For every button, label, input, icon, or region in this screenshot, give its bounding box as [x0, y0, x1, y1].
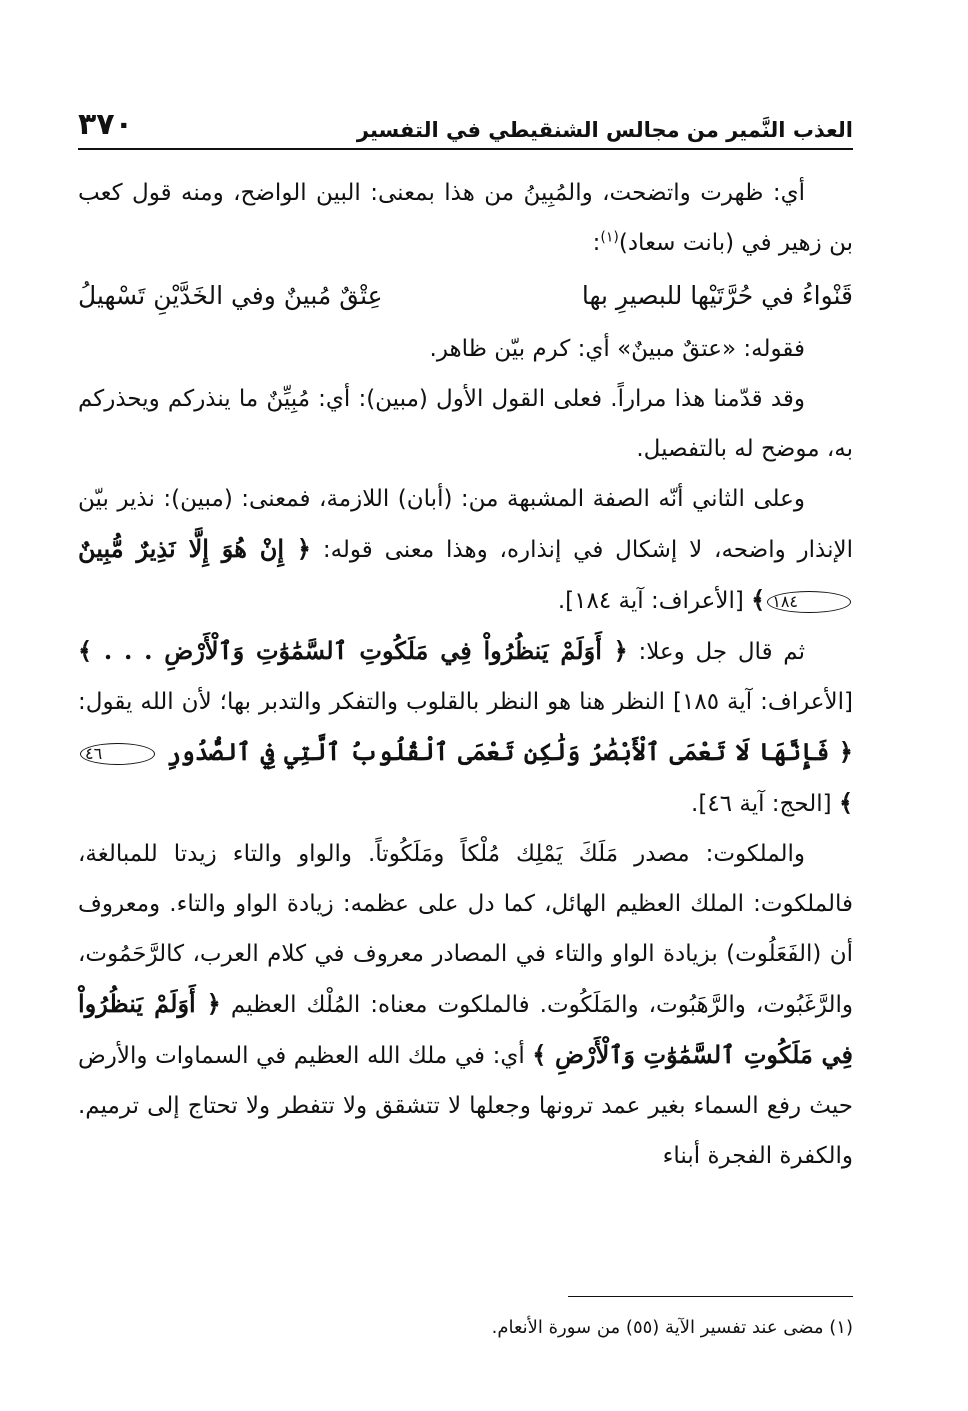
quran-quote: ﴿ أَوَلَمْ يَنظُرُواْ فِي مَلَكُوتِ ٱلسَّمَٰوَٰتِ وَٱلْأَرْضِ . . . ﴾: [78, 636, 628, 665]
paragraph-text: والملكوت: مصدر مَلَكَ يَمْلِك مُلْكاً ومَلَكُوتاً. والواو والتاء زيدتا للمبالغة، فالملكوت: الملك العظيم الهائل، كما دل على عظمه: زيادة الواو والتاء. ومعروف أن (الفَعَلُوت) بزيادة الواو والتاء في المصادر معروف في كلام العرب، كالرَّحَمُوت، والرَّغَبُوت، والرَّهَبُوت، والمَلَكُوت. فالملكوت معناه: المُلْك العظيم: [78, 841, 853, 1018]
footnote-item: [78, 1313, 853, 1343]
body-text: [78, 168, 853, 1181]
quran-quote: ﴾: [751, 585, 766, 614]
ayah-number-mark: ٤٦: [80, 743, 155, 765]
paragraph-text: أي: في ملك الله العظيم في السماوات والأرض حيث رفع السماء بغير عمد ترونها وجعلها لا تتشقق ولا تتفطر ولا تحتاج إلى ترميم. والكفرة الفجرة أبناء: [78, 1043, 853, 1169]
paragraph-text: وقد قدّمنا هذا مراراً. فعلى القول الأول (مبين): أي: مُبِيِّنٌ ما ينذركم ويحذركم به، موضح له بالتفصيل.: [78, 386, 853, 462]
ayah-number-mark: ١٨٤: [767, 591, 851, 613]
running-header: [78, 100, 853, 150]
quran-quote: ﴿ إِنْ هُوَ إِلَّا نَذِيرٌ مُّبِينٌ: [78, 534, 311, 563]
footnote-text: مضى عند تفسير الآية (٥٥) من سورة الأنعام.: [491, 1317, 830, 1338]
running-title: العذب النَّمير من مجالس الشنقيطي في التفسير: [356, 118, 853, 142]
footnote-reference: (١): [600, 229, 619, 246]
quran-quote: ﴾: [838, 788, 853, 817]
poetry-verse: [78, 268, 853, 324]
footnote-divider: [568, 1296, 853, 1297]
paragraph-p2: [78, 374, 853, 474]
paragraph-text: :: [592, 230, 601, 256]
verse-commentary: فقوله: «عتقٌ مبينٌ» أي: كرم بيّن ظاهر.: [429, 336, 805, 362]
paragraph-text: [الحج: آية ٤٦].: [691, 791, 839, 817]
paragraph-text: [الأعراف: آية ١٨٥] النظر هنا هو النظر بالقلوب والتفكر والتدبر بها؛ لأن الله يقول:: [78, 689, 854, 715]
verse-second-hemistich: عِتْقٌ مُبينٌ وفي الخَدَّيْنِ تَسْهيلُ: [78, 281, 383, 310]
page-number: ٣٧٠: [78, 107, 133, 142]
paragraph-text: [الأعراف: آية ١٨٤].: [557, 588, 752, 614]
paragraphs-before-verse: [78, 168, 853, 268]
paragraph-p1: [78, 168, 853, 268]
quran-quote: ﴿ أَوَلَمْ يَنظُرُواْ فِي مَلَكُوتِ ٱلسَّمَٰوَٰتِ وَٱلْأَرْضِ ﴾: [78, 989, 853, 1069]
paragraph-text: أي: ظهرت واتضحت، والمُبِينُ من هذا بمعنى: البين الواضح، ومنه قول كعب بن زهير في (بانت سعاد): [78, 180, 853, 256]
paragraph-text: ثم قال جل وعلا:: [627, 639, 805, 665]
footnotes: [78, 1296, 853, 1343]
footnote-marker: (١): [829, 1317, 853, 1338]
paragraphs-after-verse: [78, 374, 853, 1181]
paragraph-p5: [78, 829, 853, 1181]
footnote-list: [78, 1313, 853, 1343]
paragraph-p3: [78, 474, 853, 626]
quran-quote: ﴿ فَإِنَّهَا لَا تَعْمَى ٱلْأَبْصَٰرُ وَلَٰكِن تَعْمَى ٱلْقُلُوبُ ٱلَّتِي فِي ٱلصُّدُورِ: [157, 737, 853, 766]
paragraph-p4: [78, 626, 853, 829]
book-page: [78, 100, 853, 1380]
verse-first-hemistich: قَنْواءُ في حُرَّتَيْها للبصيرِ بها: [581, 281, 853, 310]
paragraph-text: وعلى الثاني أنّه الصفة المشبهة من: (أبان) اللازمة، فمعنى: (مبين): نذير بيّن الإنذار واضحه، لا إشكال في إنذاره، وهذا معنى قوله:: [78, 486, 853, 563]
